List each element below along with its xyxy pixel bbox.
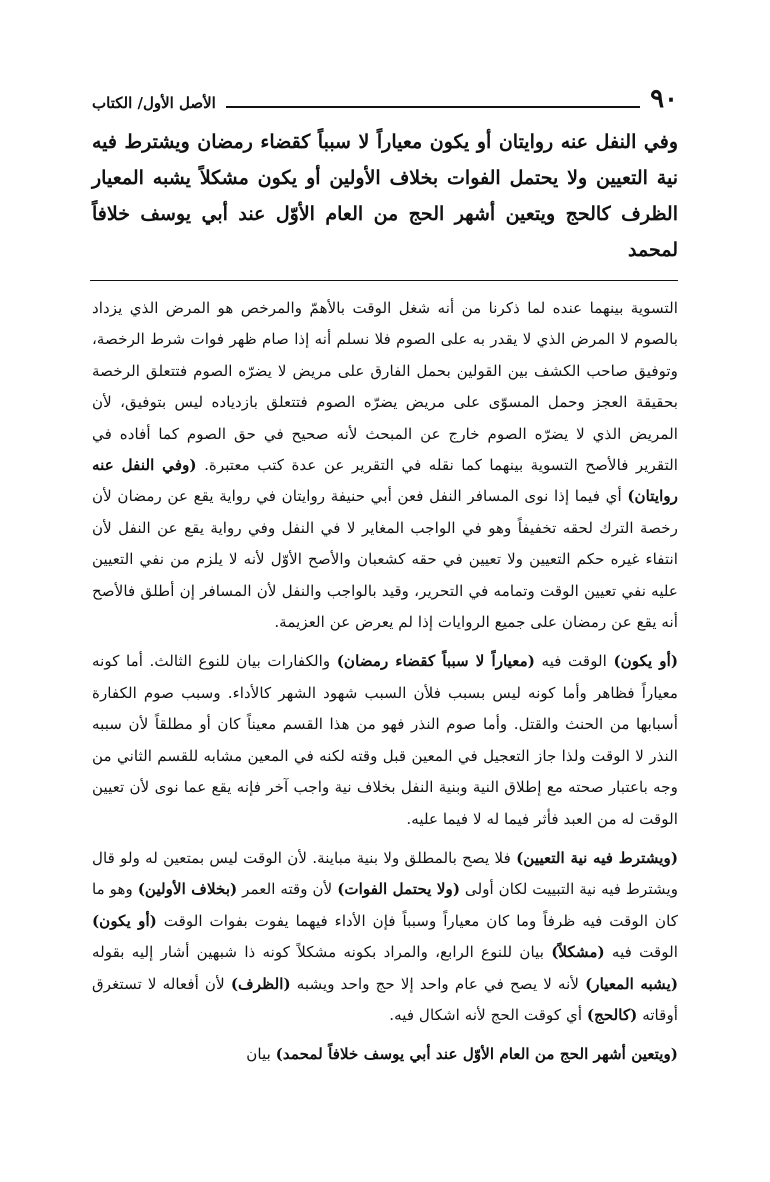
commentary-text: لأن أفعاله لا تستغرق أوقاته [92,974,678,1024]
quoted-phrase: (بخلاف الأولين) [137,880,238,899]
quoted-phrase: (وفي النفل عنه روايتان) [92,456,679,506]
commentary-text: الوقت فيه [611,943,678,962]
commentary-text: لأنه لا يصح في عام واحد إلا حج واحد ويشبه [296,974,580,993]
commentary-text: لأن وقته العمر [242,880,333,899]
main-text: وفي النفل عنه روايتان أو يكون معياراً لا سبباً كقضاء رمضان ويشترط فيه نية التعيين ولا يحتمل الفوات بخلاف الأولين أو يكون مشكلاً يشبه المعيار الظرف كالحج ويتعين أشهر الحج من العام الأوّل عند أبي يوسف خلافاً لمحمد [92,131,678,261]
running-title: الأصل الأول/ الكتاب [92,94,216,112]
quoted-phrase: (كالحج) [586,1005,638,1024]
commentary-text: التسوية بينهما عنده لما ذكرنا من أنه شغل الوقت بالأهمّ والمرخص هو المرض الذي يزداد بالصوم لا المرض الذي لا يقدر به على الصوم فلا نسلم أنه إذا صام ظهر فوات شرط الرخصة، وتوفيق صاحب الكشف بين القولين بحمل الفارق على مريض لا يضرّه الصوم فتتعلق الرخصة بحقيقة العجز وحمل المسوّى على مريض يضرّه الصوم فتتعلق بازدياده ليس بتوفيق، لأن المريض الذي لا يضرّه الصوم خارج عن المبحث لأنه صحيح في حق الصوم كما أفاده في التقرير فالأصح التسوية بينهما كما نقله في التقرير عن عدة كتب معتبرة. [92,299,678,475]
quoted-phrase: (أو يكون) [92,911,157,930]
commentary-text: أي كوقت الحج لأنه اشكال فيه. [389,1005,583,1024]
quoted-phrase: (الظرف) [230,974,291,993]
quoted-phrase: (مشكلاً) [551,943,605,962]
commentary-paragraph-3 [92,843,678,1031]
quoted-phrase: (يشبه المعيار) [585,974,679,993]
commentary-text: والكفارات بيان للنوع الثالث. أما كونه معياراً فظاهر وأما كونه ليس بسبب فلأن السبب شهود الشهر كالأداء. وسبب صوم الكفارة أسبابها من الحنث والقتل. وأما صوم النذر فهو من هذا القسم معيناً كان أو مطلقاً لأن سببه النذر لا الوقت ولذا جاز التعجيل في المعين قبل وقته لكنه في المعين مشابه للقسم الثاني من وجه باعتبار صحته مع إطلاق النية وبنية النفل بخلاف نية واجب آخر فإنه يقع عما نوى لأن تعيين الوقت له من العبد فأثر فيما له لا فيما عليه. [92,652,678,828]
commentary-text: بيان للنوع الرابع، والمراد بكونه مشكلاً كونه ذا شبهين أشار إليه بقوله [92,943,544,962]
commentary-text: وهو ما كان الوقت فيه ظرفاً وما كان معياراً وسبباً فإن الأداء فيهما يفوت بفوات الوقت [92,880,678,930]
commentary-paragraph-4 [92,1039,678,1070]
quoted-phrase: (معياراً لا سبباً كقضاء رمضان) [336,652,535,671]
commentary-text: فلا يصح بالمطلق ولا بنية مباينة. لأن الوقت ليس بمتعين له ولو قال ويشترط فيه نية التبييت لكان أولى [92,848,679,899]
quoted-phrase: (ولا يحتمل الفوات) [337,880,461,899]
commentary [92,293,678,1071]
commentary-text: أي فيما إذا نوى المسافر النفل فعن أبي حنيفة روايتان في رواية يقع عن رمضان لأن رخصة الترك لحقه تخفيفاً وهو في الواجب المغاير لا في النفل وفي رواية يقع عن النفل لأن انتفاء غيره حكم التعيين ولا تعيين في حقه كشعبان والأصح الأوّل لأنه لا يلزم من نفي التعيين عليه نفي تعيين الوقت وتمامه في التحرير، وقيد بالواجب والنفل لأن المسافر إن أطلق فالأصح أنه يقع عن رمضان على جميع الروايات إذا لم يعرض عن العزيمة. [92,487,678,632]
page-header [92,78,678,112]
quoted-phrase: (ويشترط فيه نية التعيين) [516,848,679,867]
commentary-paragraph-2 [92,646,678,834]
header-rule [226,106,640,108]
separator-rule [90,280,678,281]
page-number: ٩٠ [650,84,678,114]
commentary-paragraph-1 [92,293,678,638]
commentary-text: بيان [246,1045,271,1064]
quoted-phrase: (أو يكون) [613,652,679,671]
commentary-text: الوقت فيه [541,652,607,671]
quoted-phrase: (ويتعين أشهر الحج من العام الأوّل عند أبي يوسف خلافاً لمحمد) [275,1045,678,1064]
